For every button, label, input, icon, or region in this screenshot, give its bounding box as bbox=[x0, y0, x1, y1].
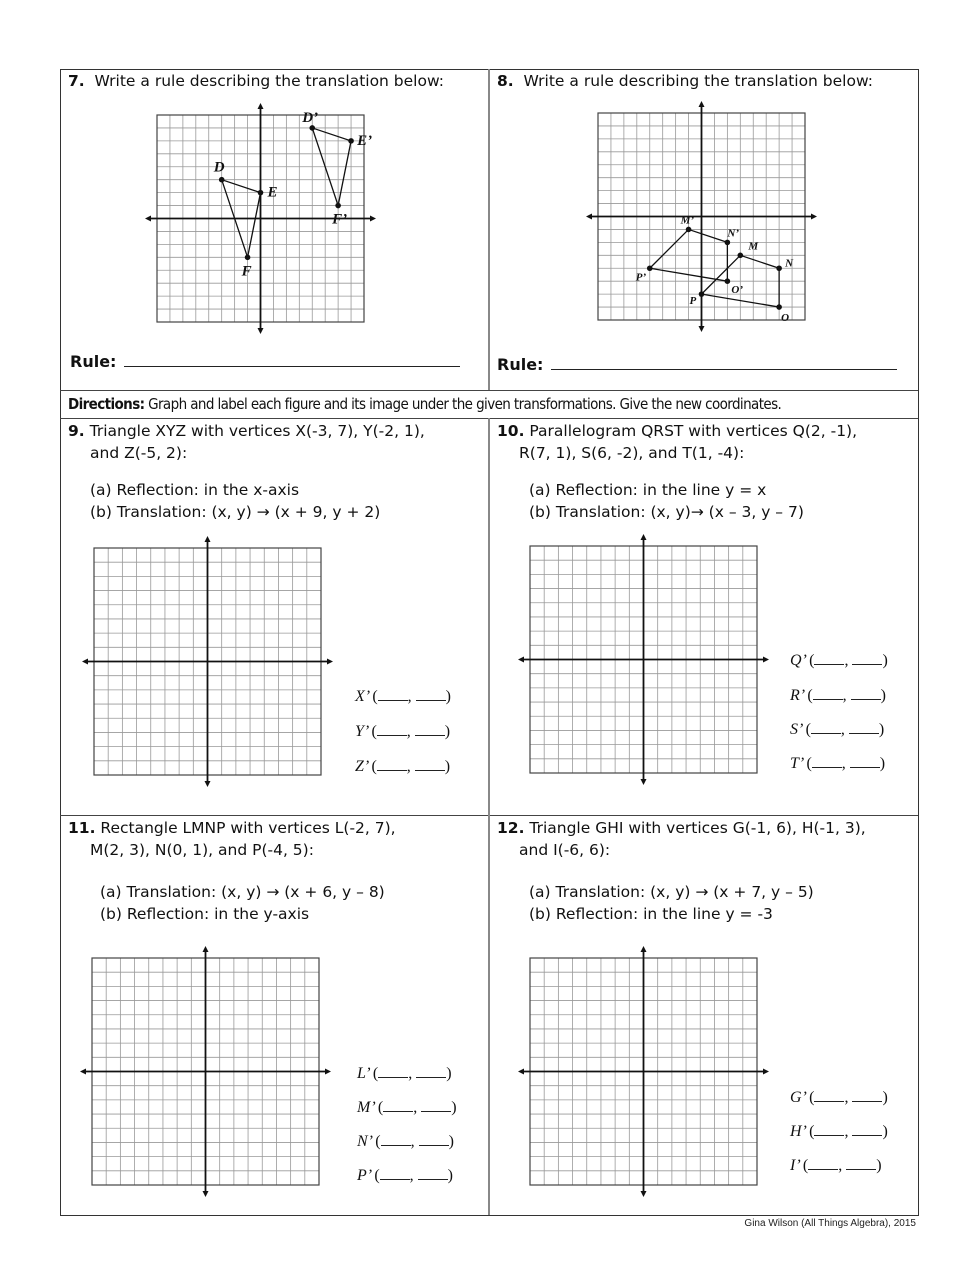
problem-12-prompt bbox=[497, 817, 866, 925]
y-coordinate-blank[interactable] bbox=[419, 1133, 449, 1146]
vertex-point bbox=[258, 190, 264, 196]
problem-11-prompt bbox=[68, 817, 396, 925]
comma: , bbox=[413, 1099, 422, 1116]
vertex-point bbox=[725, 278, 731, 284]
answer-p10-0 bbox=[790, 652, 888, 670]
rule-answer-blank[interactable] bbox=[124, 352, 460, 367]
comma: , bbox=[840, 721, 849, 738]
vertex-point bbox=[335, 203, 341, 209]
paren: ( bbox=[375, 1133, 381, 1150]
paren: ( bbox=[802, 1157, 809, 1174]
paren: ( bbox=[371, 723, 377, 740]
vertex-label: E bbox=[267, 184, 278, 201]
paren: ( bbox=[809, 652, 815, 669]
x-coordinate-blank[interactable] bbox=[814, 1089, 844, 1102]
y-coordinate-blank[interactable] bbox=[851, 687, 881, 700]
vertex-point bbox=[699, 291, 705, 297]
x-coordinate-blank[interactable] bbox=[377, 723, 407, 736]
axis-arrow-icon bbox=[811, 214, 817, 220]
graph7-coordinate-grid[interactable] bbox=[142, 100, 379, 337]
comma: , bbox=[844, 652, 853, 669]
paren: ) bbox=[880, 687, 886, 704]
answer-p12-0 bbox=[790, 1089, 888, 1107]
answer-p9-2 bbox=[355, 758, 450, 776]
problem-number: 7. bbox=[68, 72, 85, 90]
problem-text: Triangle XYZ with vertices X(-3, 7), Y(-2, 1), bbox=[89, 422, 425, 440]
x-coordinate-blank[interactable] bbox=[378, 1065, 408, 1078]
problem-10-prompt bbox=[497, 420, 857, 523]
footer-credit: Gina Wilson (All Things Algebra), 2015 bbox=[744, 1218, 916, 1229]
column-divider bbox=[488, 69, 490, 390]
axis-arrow-icon bbox=[699, 326, 705, 332]
vertex-point bbox=[776, 265, 782, 271]
axis-arrow-icon bbox=[763, 1069, 769, 1075]
y-coordinate-blank[interactable] bbox=[849, 721, 879, 734]
problem-number: 9. bbox=[68, 422, 85, 440]
answer-label: Y’ bbox=[355, 723, 372, 740]
axis-arrow-icon bbox=[325, 1069, 331, 1075]
paren: ( bbox=[372, 1065, 379, 1082]
x-coordinate-blank[interactable] bbox=[378, 688, 408, 701]
directions-text: Graph and label each figure and its image under the given transformations. Give the new coordinates. bbox=[148, 395, 782, 413]
problem-text: R(7, 1), S(6, -2), and T(1, -4): bbox=[519, 444, 745, 462]
y-coordinate-blank[interactable] bbox=[416, 1065, 446, 1078]
comma: , bbox=[844, 1123, 853, 1140]
answer-p10-1 bbox=[790, 687, 886, 705]
vertex-point bbox=[725, 240, 731, 246]
axis-arrow-icon bbox=[641, 946, 647, 952]
paren: ) bbox=[876, 1157, 882, 1174]
paren: ( bbox=[809, 1123, 815, 1140]
answer-p12-1 bbox=[790, 1123, 888, 1141]
axis-arrow-icon bbox=[763, 657, 769, 663]
paren: ) bbox=[444, 758, 451, 775]
vertex-label: M’ bbox=[680, 214, 695, 227]
axis-arrow-icon bbox=[258, 328, 264, 334]
axis-arrow-icon bbox=[518, 657, 524, 663]
answer-label: L’ bbox=[357, 1065, 373, 1082]
directions bbox=[68, 391, 781, 417]
axis-arrow-icon bbox=[641, 779, 647, 785]
axis-arrow-icon bbox=[203, 946, 209, 952]
x-coordinate-blank[interactable] bbox=[811, 721, 841, 734]
answer-label: Q’ bbox=[790, 652, 810, 669]
problem-text: and Z(-5, 2): bbox=[90, 444, 188, 462]
paren: ) bbox=[878, 721, 885, 738]
problem-number: 12. bbox=[497, 819, 525, 837]
x-coordinate-blank[interactable] bbox=[383, 1099, 413, 1112]
problem-text: Parallelogram QRST with vertices Q(2, -1), bbox=[529, 422, 858, 440]
paren: ( bbox=[371, 758, 377, 775]
problem-7-prompt bbox=[68, 70, 444, 92]
comma: , bbox=[408, 1065, 417, 1082]
axis-arrow-icon bbox=[258, 103, 264, 109]
answer-label: N’ bbox=[357, 1133, 376, 1150]
vertex-label: F bbox=[241, 263, 252, 280]
answer-p11-1 bbox=[357, 1099, 457, 1117]
comma: , bbox=[410, 1133, 419, 1150]
vertex-label: D’ bbox=[302, 109, 319, 126]
answer-label: R’ bbox=[790, 687, 808, 704]
y-coordinate-blank[interactable] bbox=[416, 688, 446, 701]
vertex-point bbox=[686, 227, 692, 233]
step-b: (b) Reflection: in the y-axis bbox=[100, 905, 310, 923]
paren: ) bbox=[451, 1099, 457, 1116]
y-coordinate-blank[interactable] bbox=[418, 1167, 448, 1180]
step-a: (a) Reflection: in the line y = x bbox=[529, 481, 767, 499]
y-coordinate-blank[interactable] bbox=[421, 1099, 451, 1112]
vertex-label: F’ bbox=[332, 211, 348, 228]
answer-label: S’ bbox=[790, 721, 806, 738]
step-b: (b) Reflection: in the line y = -3 bbox=[529, 905, 773, 923]
comma: , bbox=[841, 755, 850, 772]
vertex-point bbox=[647, 265, 653, 271]
answer-p11-0 bbox=[357, 1065, 452, 1083]
graph10-coordinate-grid[interactable] bbox=[515, 531, 772, 788]
step-a: (a) Reflection: in the x-axis bbox=[90, 481, 300, 499]
vertex-point bbox=[245, 255, 251, 261]
answer-p12-2 bbox=[790, 1157, 882, 1175]
column-divider bbox=[488, 418, 490, 1215]
comma: , bbox=[842, 687, 851, 704]
answer-label: T’ bbox=[790, 755, 807, 772]
step-a: (a) Translation: (x, y) → (x + 6, y – 8) bbox=[100, 883, 385, 901]
axis-arrow-icon bbox=[203, 1191, 209, 1197]
problem-text: Triangle GHI with vertices G(-1, 6), H(-1, 3), bbox=[529, 819, 866, 837]
problem-text: M(2, 3), N(0, 1), and P(-4, 5): bbox=[90, 841, 314, 859]
paren: ) bbox=[444, 723, 451, 740]
y-coordinate-blank[interactable] bbox=[846, 1157, 876, 1170]
axis-arrow-icon bbox=[641, 534, 647, 540]
paren: ( bbox=[372, 688, 378, 705]
paren: ) bbox=[445, 688, 451, 705]
paren: ( bbox=[374, 1167, 380, 1184]
paren: ) bbox=[882, 1123, 888, 1140]
problem-number: 11. bbox=[68, 819, 96, 837]
axis-arrow-icon bbox=[80, 1069, 86, 1075]
x-coordinate-blank[interactable] bbox=[812, 755, 842, 768]
paren: ( bbox=[806, 755, 812, 772]
axis-arrow-icon bbox=[699, 101, 705, 107]
paren: ( bbox=[377, 1099, 384, 1116]
problem-number: 8. bbox=[497, 72, 514, 90]
answer-label: Z’ bbox=[355, 758, 372, 775]
y-coordinate-blank[interactable] bbox=[415, 758, 445, 771]
problem-8-rule bbox=[497, 355, 897, 374]
y-coordinate-blank[interactable] bbox=[850, 755, 880, 768]
vertex-point bbox=[309, 125, 315, 131]
answer-label: X’ bbox=[355, 688, 373, 705]
y-coordinate-blank[interactable] bbox=[852, 1123, 882, 1136]
vertex-label: E’ bbox=[357, 132, 373, 149]
axis-arrow-icon bbox=[82, 659, 88, 665]
y-coordinate-blank[interactable] bbox=[852, 1089, 882, 1102]
answer-p9-1 bbox=[355, 723, 450, 741]
x-coordinate-blank[interactable] bbox=[381, 1133, 411, 1146]
axis-arrow-icon bbox=[370, 216, 376, 222]
axis-arrow-icon bbox=[518, 1069, 524, 1075]
rule-answer-blank[interactable] bbox=[551, 355, 897, 370]
axis-arrow-icon bbox=[205, 781, 211, 787]
answer-label: M’ bbox=[357, 1099, 378, 1116]
paren: ( bbox=[805, 721, 811, 738]
vertex-label: P’ bbox=[635, 271, 647, 284]
comma: , bbox=[407, 688, 416, 705]
graph8-coordinate-grid[interactable] bbox=[583, 98, 820, 335]
paren: ) bbox=[882, 1089, 888, 1106]
rule-label: Rule: bbox=[497, 355, 544, 374]
rule-label: Rule: bbox=[70, 352, 117, 371]
answer-p10-2 bbox=[790, 721, 884, 739]
vertex-point bbox=[776, 304, 782, 310]
vertex-label: N bbox=[785, 257, 794, 270]
vertex-label: O’ bbox=[731, 284, 743, 297]
paren: ) bbox=[446, 1065, 452, 1082]
y-coordinate-blank[interactable] bbox=[852, 652, 882, 665]
problem-7-rule bbox=[70, 352, 460, 371]
directions-label: Directions: bbox=[68, 395, 145, 413]
axis-arrow-icon bbox=[327, 659, 333, 665]
comma: , bbox=[406, 723, 415, 740]
problem-text: and I(-6, 6): bbox=[519, 841, 611, 859]
paren: ) bbox=[448, 1133, 454, 1150]
answer-label: H’ bbox=[790, 1123, 810, 1140]
vertex-label: N’ bbox=[727, 227, 739, 240]
problem-text: Write a rule describing the translation below: bbox=[94, 72, 445, 90]
axis-arrow-icon bbox=[641, 1191, 647, 1197]
x-coordinate-blank[interactable] bbox=[813, 687, 843, 700]
step-b: (b) Translation: (x, y)→ (x – 3, y – 7) bbox=[529, 503, 804, 521]
comma: , bbox=[406, 758, 415, 775]
vertex-point bbox=[219, 177, 225, 183]
x-coordinate-blank[interactable] bbox=[814, 652, 844, 665]
x-coordinate-blank[interactable] bbox=[377, 758, 407, 771]
step-b: (b) Translation: (x, y) → (x + 9, y + 2) bbox=[90, 503, 381, 521]
answer-label: I’ bbox=[790, 1157, 803, 1174]
paren: ( bbox=[809, 1089, 815, 1106]
comma: , bbox=[838, 1157, 847, 1174]
answer-p11-3 bbox=[357, 1167, 453, 1185]
problem-9-prompt bbox=[68, 420, 425, 523]
answer-label: P’ bbox=[357, 1167, 375, 1184]
axis-arrow-icon bbox=[145, 216, 151, 222]
comma: , bbox=[844, 1089, 853, 1106]
graph9-coordinate-grid[interactable] bbox=[79, 533, 336, 790]
vertex-label: D bbox=[213, 159, 225, 176]
problem-text: Rectangle LMNP with vertices L(-2, 7), bbox=[100, 819, 396, 837]
vertex-point bbox=[738, 253, 744, 259]
problem-text: Write a rule describing the translation below: bbox=[523, 72, 874, 90]
vertex-label: P bbox=[689, 295, 697, 308]
answer-p10-3 bbox=[790, 755, 885, 773]
x-coordinate-blank[interactable] bbox=[380, 1167, 410, 1180]
paren: ( bbox=[807, 687, 813, 704]
x-coordinate-blank[interactable] bbox=[814, 1123, 844, 1136]
paren: ) bbox=[447, 1167, 453, 1184]
answer-p9-0 bbox=[355, 688, 451, 706]
vertex-point bbox=[348, 138, 354, 144]
paren: ) bbox=[879, 755, 886, 772]
graph11-coordinate-grid[interactable] bbox=[77, 943, 334, 1200]
vertex-label: O bbox=[781, 312, 790, 325]
axis-arrow-icon bbox=[205, 536, 211, 542]
comma: , bbox=[409, 1167, 418, 1184]
axis-arrow-icon bbox=[586, 214, 592, 220]
problem-8-prompt bbox=[497, 70, 873, 92]
vertex-label: M bbox=[748, 240, 759, 253]
answer-p11-2 bbox=[357, 1133, 454, 1151]
problem-number: 10. bbox=[497, 422, 525, 440]
y-coordinate-blank[interactable] bbox=[415, 723, 445, 736]
step-a: (a) Translation: (x, y) → (x + 7, y – 5) bbox=[529, 883, 814, 901]
paren: ) bbox=[882, 652, 888, 669]
graph12-coordinate-grid[interactable] bbox=[515, 943, 772, 1200]
x-coordinate-blank[interactable] bbox=[808, 1157, 838, 1170]
answer-label: G’ bbox=[790, 1089, 810, 1106]
